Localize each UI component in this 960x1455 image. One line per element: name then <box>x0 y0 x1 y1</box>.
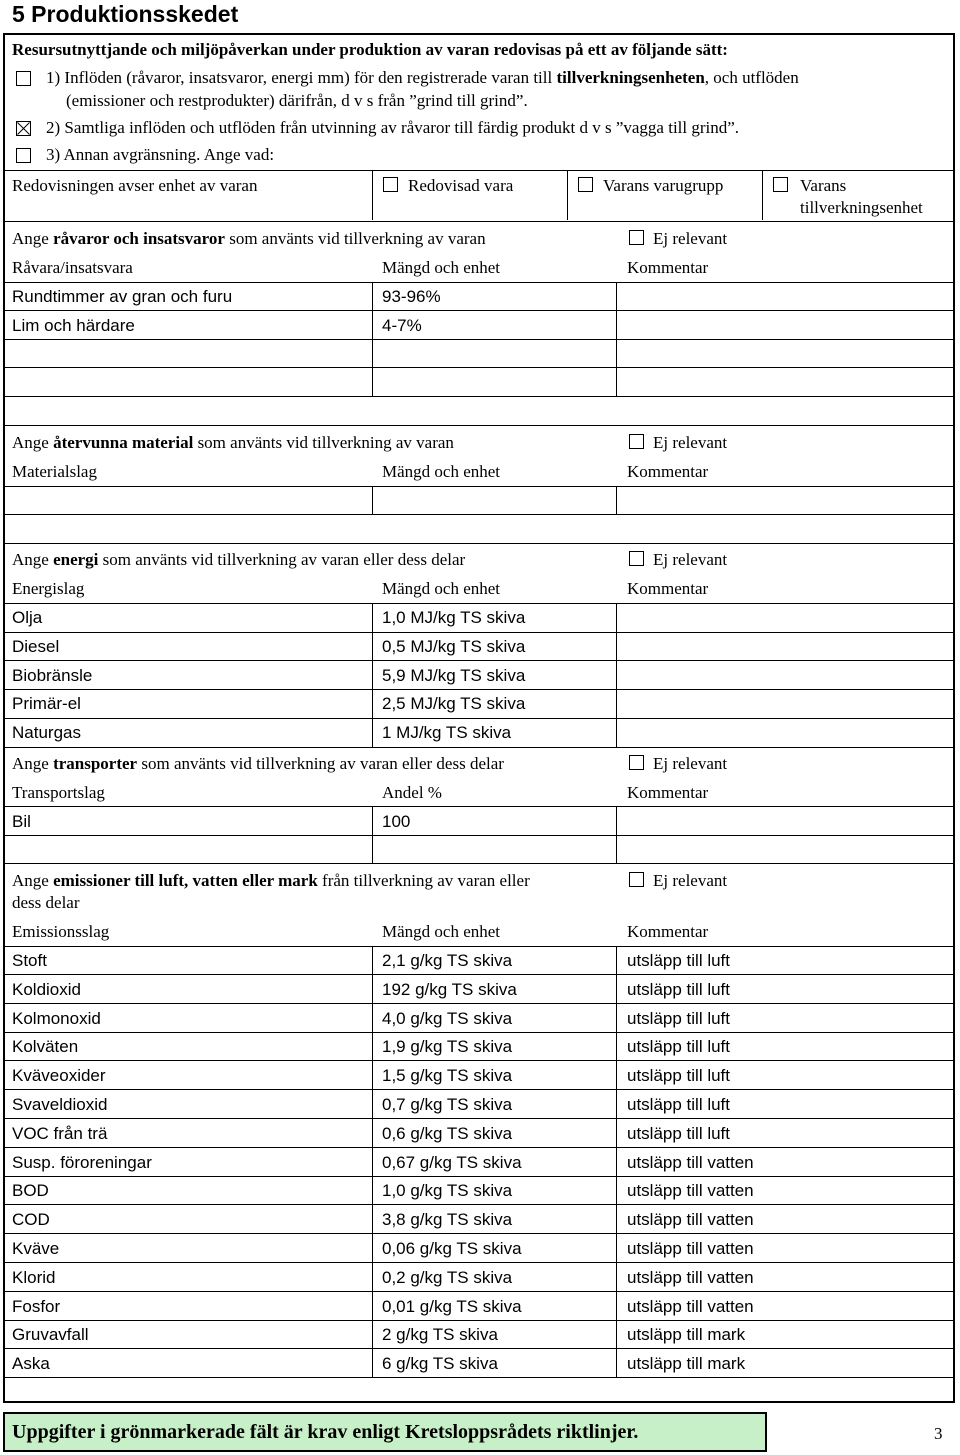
emission-row-type: Stoft <box>12 951 47 970</box>
row-divider <box>4 1320 954 1321</box>
energy-row-type: Diesel <box>12 637 60 656</box>
unit-option-group: Varans varugrupp <box>603 176 724 195</box>
emission-row-type: Svaveldioxid <box>12 1095 108 1114</box>
emission-row-type: Aska <box>12 1354 50 1374</box>
raw-row1-material: Rundtimmer av gran och furu <box>12 287 233 306</box>
emission-row-comment: utsläpp till luft <box>627 1037 730 1057</box>
emission-row-comment: utsläpp till vatten <box>627 1296 754 1316</box>
emission-row-comment: utsläpp till mark <box>627 1354 746 1374</box>
row-divider <box>4 974 954 975</box>
recycled-col2: Mängd och enhet <box>382 462 501 481</box>
emissions-ej-label: Ej relevant <box>653 871 728 890</box>
unit-option-unit-checkbox[interactable] <box>773 177 788 192</box>
unit-option-unit-line2: tillverkningsenhet <box>800 198 923 217</box>
emission-row-comment: utsläpp till vatten <box>627 1152 754 1172</box>
emission-row-type: VOC från trä <box>12 1123 108 1143</box>
row-divider <box>4 1348 954 1349</box>
row-divider <box>4 1003 954 1004</box>
energy-ej-checkbox[interactable] <box>629 551 644 566</box>
row-divider <box>4 1032 954 1033</box>
emission-row-comment: utsläpp till luft <box>627 1095 730 1114</box>
emission-row-amount: 6 g/kg TS skiva <box>382 1354 498 1374</box>
option2-checkbox[interactable] <box>16 121 31 136</box>
option1-checkbox[interactable] <box>16 71 31 86</box>
row-divider <box>4 1060 954 1061</box>
energy-col3: Kommentar <box>627 579 709 598</box>
emissions-col3: Kommentar <box>627 922 709 941</box>
energy-ej-label: Ej relevant <box>653 550 728 569</box>
emission-row-amount: 0,01 g/kg TS skiva <box>382 1296 522 1316</box>
emission-row-amount: 0,67 g/kg TS skiva <box>382 1152 522 1172</box>
unit-option-product-checkbox[interactable] <box>383 177 398 192</box>
emission-row-type: Koldioxid <box>12 979 81 999</box>
unit-label: Redovisningen avser enhet av varan <box>12 176 258 195</box>
emission-row-amount: 192 g/kg TS skiva <box>382 979 517 999</box>
intro-title: Resursutnyttjande och miljöpåverkan under produktion av varan redovisas på ett av följande sätt: <box>12 40 728 59</box>
emission-row-type: Klorid <box>12 1267 56 1287</box>
emission-row-comment: utsläpp till vatten <box>627 1239 754 1258</box>
recycled-ej-label: Ej relevant <box>653 433 728 452</box>
energy-row-amount: 0,5 MJ/kg TS skiva <box>382 637 526 656</box>
emission-row-comment: utsläpp till luft <box>627 951 730 970</box>
recycled-title: Ange återvunna material som använts vid tillverkning av varan <box>12 433 454 452</box>
row-divider <box>4 1089 954 1090</box>
emission-row-amount: 1,0 g/kg TS skiva <box>382 1181 513 1201</box>
emission-row-comment: utsläpp till luft <box>627 1123 730 1143</box>
transport-title: Ange transporter som använts vid tillverkning av varan eller dess delar <box>12 754 504 773</box>
emission-row-comment: utsläpp till luft <box>627 1008 730 1028</box>
energy-row-amount: 2,5 MJ/kg TS skiva <box>382 694 526 713</box>
raw-ej-checkbox[interactable] <box>629 230 644 245</box>
energy-row-type: Naturgas <box>12 723 81 742</box>
emissions-ej-checkbox[interactable] <box>629 872 644 887</box>
emission-row-comment: utsläpp till vatten <box>627 1181 754 1201</box>
emission-row-amount: 2,1 g/kg TS skiva <box>382 951 513 970</box>
emission-row-amount: 1,9 g/kg TS skiva <box>382 1037 513 1057</box>
emission-row-type: Susp. föroreningar <box>12 1152 152 1172</box>
emissions-col2: Mängd och enhet <box>382 922 501 941</box>
raw-ej-label: Ej relevant <box>653 229 728 248</box>
emission-row-amount: 1,5 g/kg TS skiva <box>382 1066 513 1086</box>
emission-row-type: Kväveoxider <box>12 1066 106 1086</box>
emission-row-comment: utsläpp till vatten <box>627 1267 754 1287</box>
emissions-title: Ange emissioner till luft, vatten eller mark från tillverkning av varan eller <box>12 871 530 890</box>
transport-col1: Transportslag <box>12 783 105 802</box>
energy-row-amount: 1,0 MJ/kg TS skiva <box>382 608 526 627</box>
energy-row-amount: 1 MJ/kg TS skiva <box>382 723 512 742</box>
raw-row1-amount: 93-96% <box>382 287 441 306</box>
emission-row-amount: 0,2 g/kg TS skiva <box>382 1267 513 1287</box>
transport-row-type: Bil <box>12 812 31 831</box>
emission-row-type: BOD <box>12 1181 49 1201</box>
emission-row-comment: utsläpp till luft <box>627 979 730 999</box>
raw-col2: Mängd och enhet <box>382 258 501 277</box>
row-divider <box>4 1233 954 1234</box>
unit-option-group-checkbox[interactable] <box>578 177 593 192</box>
emission-row-type: Kolväten <box>12 1037 79 1057</box>
raw-col1: Råvara/insatsvara <box>12 258 133 277</box>
recycled-col1: Materialslag <box>12 462 97 481</box>
transport-ej-label: Ej relevant <box>653 754 728 773</box>
emission-row-amount: 0,6 g/kg TS skiva <box>382 1123 513 1143</box>
emission-row-type: COD <box>12 1210 50 1230</box>
recycled-col3: Kommentar <box>627 462 709 481</box>
emission-row-comment: utsläpp till luft <box>627 1066 730 1086</box>
emissions-col1: Emissionsslag <box>12 922 110 941</box>
option3-checkbox[interactable] <box>16 148 31 163</box>
page-number: 3 <box>934 1424 943 1443</box>
raw-row2-material: Lim och härdare <box>12 316 135 335</box>
row-divider <box>4 1176 954 1177</box>
emission-row-amount: 0,7 g/kg TS skiva <box>382 1095 513 1114</box>
row-divider <box>4 1291 954 1292</box>
energy-title: Ange energi som använts vid tillverkning av varan eller dess delar <box>12 550 466 569</box>
footer-note: Uppgifter i grönmarkerade fält är krav enligt Kretsloppsrådets riktlinjer. <box>12 1421 639 1443</box>
section-heading: 5 Produktionsskedet <box>12 1 239 27</box>
unit-option-product: Redovisad vara <box>408 176 514 195</box>
emission-row-type: Fosfor <box>12 1296 61 1316</box>
option2-label: 2) Samtliga inflöden och utflöden från utvinning av råvaror till färdig produkt d v s ”vagga till grind”. <box>46 118 740 137</box>
row-divider <box>4 1118 954 1119</box>
energy-row-amount: 5,9 MJ/kg TS skiva <box>382 666 526 685</box>
emission-row-type: Kväve <box>12 1239 60 1258</box>
emission-row-amount: 4,0 g/kg TS skiva <box>382 1008 513 1028</box>
emission-row-comment: utsläpp till vatten <box>627 1210 754 1230</box>
row-divider <box>4 1262 954 1263</box>
emission-row-type: Gruvavfall <box>12 1325 89 1345</box>
transport-col2: Andel % <box>382 783 442 802</box>
energy-row-type: Primär-el <box>12 694 81 713</box>
transport-row-share: 100 <box>382 812 411 831</box>
emission-row-amount: 0,06 g/kg TS skiva <box>382 1239 522 1258</box>
option1-line1: 1) Inflöden (råvaror, insatsvaror, energi mm) för den registrerade varan till tillverkningsenheten, och utflöden <box>46 68 799 87</box>
recycled-ej-checkbox[interactable] <box>629 434 644 449</box>
row-divider <box>4 1204 954 1205</box>
emissions-title-line2: dess delar <box>12 893 80 912</box>
row-divider <box>4 1147 954 1148</box>
energy-col1: Energislag <box>12 579 85 598</box>
option1-line2: (emissioner och restprodukter) därifrån, d v s från ”grind till grind”. <box>66 91 528 110</box>
transport-col3: Kommentar <box>627 783 709 802</box>
energy-row-type: Olja <box>12 608 43 627</box>
emission-row-amount: 3,8 g/kg TS skiva <box>382 1210 513 1230</box>
emission-row-type: Kolmonoxid <box>12 1008 101 1028</box>
emission-row-comment: utsläpp till mark <box>627 1325 746 1345</box>
raw-title: Ange råvaror och insatsvaror som använts vid tillverkning av varan <box>12 229 486 248</box>
energy-col2: Mängd och enhet <box>382 579 501 598</box>
energy-row-type: Biobränsle <box>12 666 93 685</box>
raw-row2-amount: 4-7% <box>382 316 422 335</box>
unit-option-unit-line1: Varans <box>800 176 847 195</box>
row-divider <box>4 1377 954 1378</box>
transport-ej-checkbox[interactable] <box>629 755 644 770</box>
option3-label: 3) Annan avgränsning. Ange vad: <box>46 145 275 164</box>
emission-row-amount: 2 g/kg TS skiva <box>382 1325 498 1345</box>
raw-col3: Kommentar <box>627 258 709 277</box>
